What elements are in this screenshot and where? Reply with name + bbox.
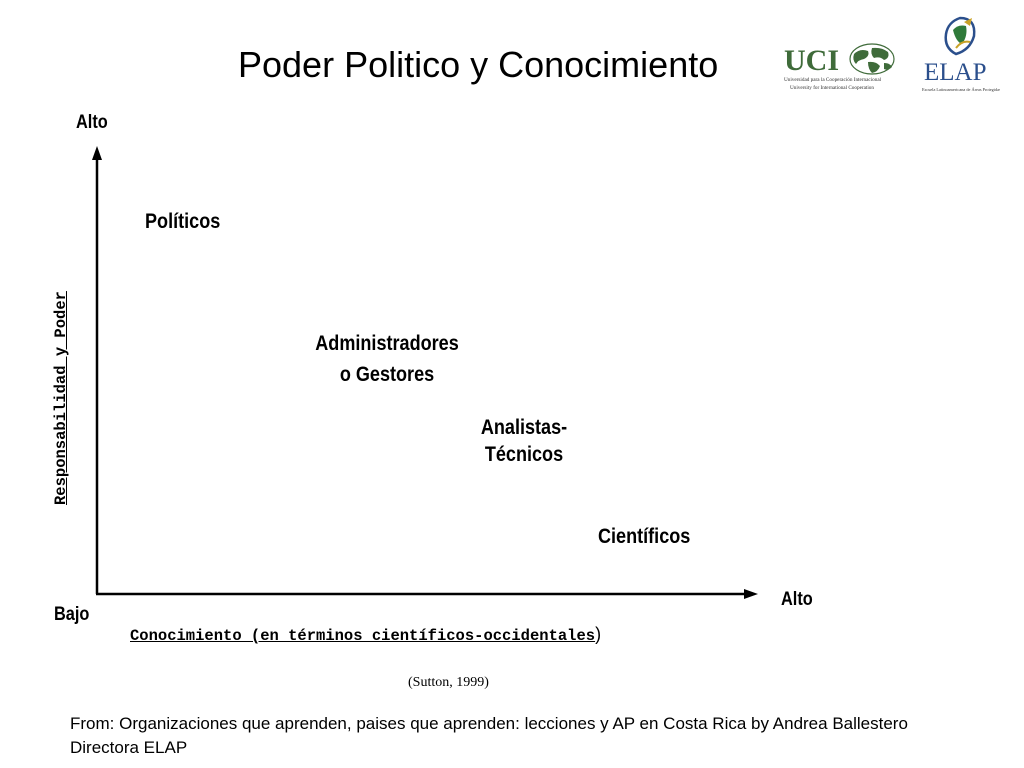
role-analistas [472,414,576,468]
x-axis-high-label: Alto [781,589,813,610]
y-axis-high-label: Alto [76,112,108,133]
y-axis-title: Responsabilidad y Poder [52,291,70,505]
x-axis-title: Conocimiento (en términos científicos-occidentales) [130,624,602,645]
role-administradores-line1: Administradores [315,332,459,355]
role-analistas-line1: Analistas- [480,416,568,439]
role-administradores-line2: o Gestores [339,363,435,386]
role-cientificos: Científicos [598,525,691,548]
axes-low-label: Bajo [54,604,90,625]
uci-line1: Universidad para la Cooperación Internacional [784,77,882,83]
uci-line2: University for International Cooperation [790,85,874,91]
y-axis-arrowhead [92,146,102,160]
role-politicos: Políticos [145,210,221,233]
uci-wordmark: UCI [784,44,840,77]
role-administradores [301,328,473,390]
slide-title: Poder Politico y Conocimiento [238,44,719,85]
citation: (Sutton, 1999) [408,675,489,690]
role-analistas-line2: Técnicos [484,443,564,466]
elap-wordmark: ELAP [924,59,987,86]
elap-tagline: Escuela Latinoamericana de Áreas Protegidas [922,87,1000,92]
x-axis-arrowhead [744,589,758,599]
source-note: From: Organizaciones que aprenden, paises que aprenden: lecciones y AP en Costa Rica by Andrea Ballestero Directora ELAP [70,714,908,757]
